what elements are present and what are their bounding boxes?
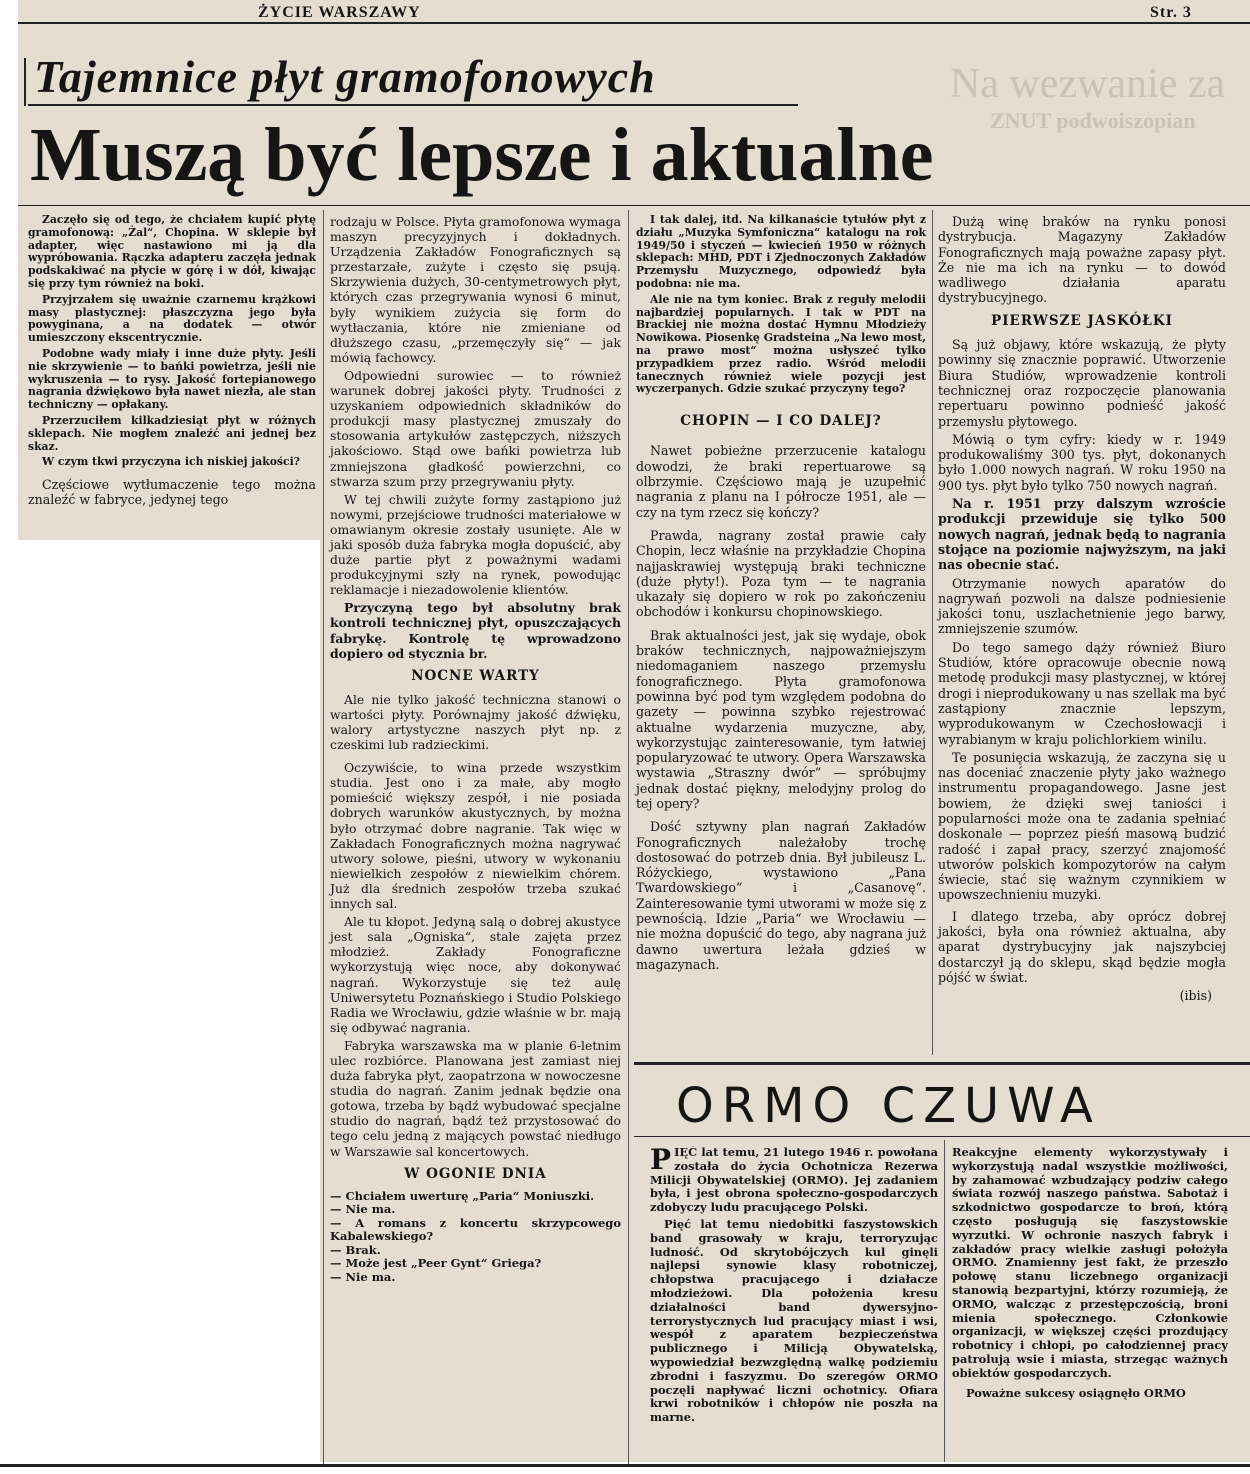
paragraph: Do tego samego dąży również Biuro Studiów, które opracowuje obecnie nową metodę produkcji masy plastycznej, w której drogi i nieprodukowany u nas szellak ma być zastąpiony znacznie lepszym, wyprodukowanym w Czechosłowacji i wyrabianym w kraju polichlorkiem winilu. [938,639,1226,747]
ghost-line-1: Na wezwanie za [950,61,1226,107]
ormo-column-1 [650,1146,938,1462]
paragraph: Podobne wady miały i inne duże płyty. Jeśli nie skrzywienie — to bańki powietrza, jeśli nie wykruszenia — to rysy. Jakość fortepianowego nagrania dźwiękowo była nawet niezła, ale stan techniczny — opłakany. [28,346,316,412]
paragraph: Przyczyną tego był absolutny brak kontroli technicznej płyt, opuszczających fabrykę. Kontrolę tę wprowadzono dopiero od stycznia br. [330,600,621,661]
paragraph: Dużą winę braków na rynku ponosi dystrybucja. Magazyny Zakładów Fonograficznych mają poważne zapasy płyt. Że nie ma ich na rynku — to dowód wadliwego działania aparatu dystrybucyjnego. [938,214,1226,306]
ormo-bottom-rule [634,1136,1250,1137]
paragraph: Otrzymanie nowych aparatów do nagrywań pozwoli na dalsze podniesienie jakości tonu, uszlachetnienie jego barwy, zmniejszenie szumów. [938,575,1226,637]
article-column-4 [938,214,1226,1007]
column-rule-2 [628,210,629,1465]
article-column-2 [330,214,621,1284]
article-headline: Muszą być lepsze i aktualne [30,113,934,197]
paragraph: rodzaju w Polsce. Płyta gramofonowa wymaga maszyn precyzyjnych i dokładnych. Urządzenia Zakładów Fonograficznych są przestarzałe, zużyte i często się psują. Skrzywienia dużych, 30-centymetrowych płyt, których czas przegrywania wynosi 6 minut, były wynikiem zużycia się form do wytłaczania, które nie zmieniane od dłuższego czasu, „przemęczyły się“ — jak mówią fachowcy. [330,214,621,365]
dialogue-line: — Chciałem uwerturę „Paria“ Moniuszki. [330,1188,595,1203]
page-number: Str. 3 [1150,4,1192,21]
section-heading: PIERWSZE JASKÓŁKI [991,312,1173,329]
column-rule-1 [323,210,324,1465]
paragraph: Oczywiście, to wina przede wszystkim studia. Jest ono i za małe, aby mogło pomieścić większy zespół, i nie posiada dobrych warunków akustycznych, by można było otrzymać dobre nagranie. Tak więc w Zakładach Fonograficznych można nagrywać utwory solowe, pieśni, utwory w wykonaniu niewielkich zespołów z niewielkim chórem. Już dla średnich zespołów trzeba szukać innych sal. [330,760,621,912]
paragraph: Reakcyjne elementy wykorzystywały i wykorzystują nadal wszystkie możliwości, by zahamować wzbudzający podziw całego świata rozwój naszego państwa. Sabotaż i szkodnictwo gospodarcze to broń, którą często posługują się faszystowskie wyrzutki. W ochronie naszych fabryk i zakładów pracy wielkie zasługi położyła ORMO. Znamienny jest fakt, że przeszło połowę stanu liczebnego organizacji stanowią bezpartyjni, którzy rozumieją, że ORMO, walcząc z przestępczością, broni mienia społecznego. Członkowie organizacji, w większej części prozdujący robotnicy i chłopi, po całodziennej pracy patrolują wsie i miasta, strzegąc ważnych obiektów gospodarczych. [952,1146,1228,1380]
bottom-rule [0,1464,1250,1467]
signature: (ibis) [1179,988,1212,1004]
paragraph: W czym tkwi przyczyna ich niskiej jakości? [42,455,300,469]
dialogue-line: — Nie ma. [330,1202,396,1217]
paragraph: I tak dalej, itd. Na kilkanaście tytułów płyt z działu „Muzyka Symfoniczna“ katalogu na rok 1949/50 i styczeń — kwiecień 1950 w różnych sklepach: MHD, PDT i Zjednoczonych Zakładów Przemysłu Muzycznego, odpowiedź była podobna: nie ma. [636,213,926,290]
paragraph: Brak aktualności jest, jak się wydaje, obok braków technicznych, najpoważniejszym niedomaganiem naszego przemysłu fonograficznego. Płyta gramofonowa powinna być pod tym względem podobna do gazety — powinna szybko rejestrować aktualne wydarzenia muzyczne, aby, wykorzystując zainteresowanie, tym łatwiej popularyzować te utwory. Opera Warszawska wystawia „Straszny dwór“ — spróbujmy jednak dostać piękny, melodyjny prolog do tej opery? [636,627,926,811]
paragraph: Ale nie na tym koniec. Brak z reguły melodii najbardziej popularnych. I tak w PDT na Brackiej nie można dostać Hymnu Młodzieży Nowikowa. Piosenkę Gradsteina „Na lewo most, na prawo most“ można usłyszeć tylko przypadkiem przez radio. Wśród melodii tanecznych również wiele pozycji jest wyczerpanych. Gdzie szukać przyczyny tego? [636,292,926,396]
section-heading: NOCNE WARTY [411,667,540,684]
paragraph: Częściowe wytłumaczenie tego można znaleźć w fabryce, jedynej tego [28,477,316,508]
paragraph: Fabryka warszawska ma w planie 6-letnim ulec rozbiórce. Planowana jest zamiast niej duża fabryka płyt, zaopatrzona w nowoczesne studia do nagrań. Zanim jednak będzie ona gotowa, trzeba by bądź wybudować specjalne studio do nagrań, bądź też przystosować do tego celu jedną z mających powstać niedługo w Warszawie sal koncertowych. [330,1037,621,1159]
paragraph: Nawet pobieżne przerzucenie katalogu dowodzi, że braki repertuarowe są olbrzymie. Częściowo mają je uzupełnić nagrania z planu na I półrocze 1951, ale — czy na tym rzecz się kończy? [636,443,926,520]
paragraph: Odpowiedni surowiec — to również warunek dobrej jakości płyty. Trudności z uzyskaniem odpowiednich składników do produkcji masy plastycznej zmuszały do stosowania artykułów zastępczych, niższych jakościowo. Stąd owe bańki powietrza lub zmniejszona gładkość powierzchni, co stwarza szum przy przegrywaniu płyty. [330,367,621,489]
section-heading: CHOPIN — I CO DALEJ? [680,413,882,430]
paragraph: Poważne sukcesy osiągnęło ORMO [966,1385,1186,1400]
paragraph-text: IĘĆ lat temu, 21 lutego 1946 r. powołana została do życia Ochotnicza Rezerwa Milicji Obywatelskiej (ORMO). Jej zadaniem była, i jest obrona społeczno-gospodarczych zdobyczy ludu pracującego Polski. [650,1146,938,1215]
paragraph: Te posunięcia wskazują, że zaczyna się u nas doceniać znaczenie płyty jako ważnego instrumentu propagandowego. Jasne jest bowiem, że dzięki swej taniości i popularności może ona te zadania spełniać doskonale — poprzez pieśń masową budzić radość i zapał pracy, szerzyć znajomość utworów polskich kompozytorów na całym świecie, stać się ważnym czynnikiem w upowszechnieniu muzyki. [938,749,1226,903]
ormo-column-2 [952,1146,1228,1462]
dialogue-line: — Brak. [330,1242,381,1257]
section-heading: W OGONIE DNIA [404,1165,547,1182]
paragraph: I dlatego trzeba, aby oprócz dobrej jakości, była ona również aktualna, aby aparat dystrybucyjny jak najszybciej dostarczył ją do sklepu, skąd będzie mogła pójść w świat. [938,908,1226,985]
paragraph: Prawda, nagrany został prawie cały Chopin, lecz właśnie na przykładzie Chopina najjaskrawiej występują braki techniczne (duże płyty!). Poza tym — te nagrania ukazały się dopiero w rok po zakończeniu obchodów i konkursu chopinowskiego. [636,527,926,620]
paragraph: Ale nie tylko jakość techniczna stanowi o wartości płyty. Porównajmy jakość dźwięku, walory artystyczne naszych płyt np. z czeskimi lub radzieckimi. [330,691,621,753]
paper-name: ŻYCIE WARSZAWY [258,4,421,21]
article-column-1 [28,214,316,511]
paragraph: Na r. 1951 przy dalszym wzroście produkcji przewiduje się tylko 500 nowych nagrań, jednak będą to nagrania stojące na poziomie najwyższym, na jaki nas obecnie stać. [938,496,1226,573]
paragraph: Mówią o tym cyfry: kiedy w r. 1949 produkowaliśmy 300 tys. płyt, dokonanych było 1.000 nowych nagrań. W roku 1950 na 900 tys. płyt było tylko 750 nowych nagrań. [938,431,1226,493]
article-kicker: Tajemnice płyt gramofonowych [34,51,656,102]
drop-cap: P [650,1146,672,1176]
paragraph: Przyjrzałem się uważnie czarnemu krążkowi masy plastycznej: płaszczyzna jego była powyginana, a na dodatek — otwór umieszczony ekscentrycznie. [28,292,316,345]
kicker-leftbar [24,58,26,106]
paragraph [650,1146,938,1215]
headline-rule [18,205,1250,206]
ormo-top-rule [634,1062,1250,1065]
paragraph: Pięć lat temu niedobitki faszystowskich band grasowały w kraju, terroryzując ludność. Od skrytobójczych kul ginęli najlepsi synowie klasy robotniczej, chłopstwa pracującego i działacze młodzieżowi. Dla położenia kresu działalności band dywersyjno-terrorystycznych lud pracujący miast i wsi, wespół z aparatem bezpieczeństwa publicznego i Milicją Obywatelską, wypowiedział bezwzględną walkę podziemiu zbrodni i faszyzmu. Do szeregów ORMO poczęli napływać liczni ochotnicy. Ofiara krwi robotników i chłopów nie poszła na marne. [650,1216,938,1425]
paragraph: Są już objawy, które wskazują, że płyty powinny się znacznie poprawić. Utworzenie Biura Studiów, wprowadzenie kontroli technicznej oraz rozpoczęcie planowania repertuaru powinno podnieść jakość przemysłu płytowego. [938,337,1226,429]
ormo-column-rule [944,1140,945,1462]
paragraph: Dość sztywny plan nagrań Zakładów Fonograficznych należałoby trochę dostosować do potrzeb dnia. Był jubileusz L. Różyckiego, wystawiono „Pana Twardowskiego“ i „Casanovę“. Zainteresowanie tymi utworami w może się z pewnością. Idzie „Paria“ we Wrocławiu — nie można dopuścić do tego, aby nagrana już dawno uwertura leżała gdzieś w magazynach. [636,819,926,972]
paragraph: Przerzuciłem kilkadziesiąt płyt w różnych sklepach. Nie mogłem znaleźć ani jednej bez skaz. [28,413,316,453]
article-column-3 [636,214,926,975]
dialogue-line: — A romans z koncertu skrzypcowego Kabalewskiego? [330,1215,621,1244]
ormo-headline: ORMO CZUWA [676,1078,1101,1134]
paragraph: Ale tu kłopot. Jedyną salą o dobrej akustyce jest sala „Ogniska“, stale zajęta przez młodzież. Zakłady Fonograficzne wykorzystują więc noce, aby dokonywać nagrań. Wykorzystuje się też aulę Uniwersytetu Poznańskiego i Studio Polskiego Radia we Wrocławiu, gdzie właśnie w br. mają się odbywać nagrania. [330,914,621,1035]
dialogue-line: — Może jest „Peer Gynt“ Griega? [330,1256,542,1271]
ghost-line-2: ZNUT podwoiszopian [990,108,1196,133]
dialogue-line: — Nie ma. [330,1269,396,1284]
header-rule [18,22,1250,24]
paragraph: W tej chwili zużyte formy zastąpiono już nowymi, przejściowe trudności materiałowe w omawianym okresie zostały usunięte. Ale w jaki sposób duża fabryka mogła dopuścić, aby duże partie płyt z poważnymi wadami produkcyjnymi szły na rynek, powodując reklamacje i niezadowolenie klientów. [330,491,621,598]
kicker-underline [28,104,798,106]
paragraph: Zaczęło się od tego, że chciałem kupić płytę gramofonową: „Żal“, Chopina. W sklepie był adapter, więc nastawiono mi ją dla wypróbowania. Rączka adapteru zaczęła jednak podskakiwać na płycie w górę i w dół, kiwając się przy tym również na boki. [28,213,316,290]
column-rule-3 [932,210,933,1055]
